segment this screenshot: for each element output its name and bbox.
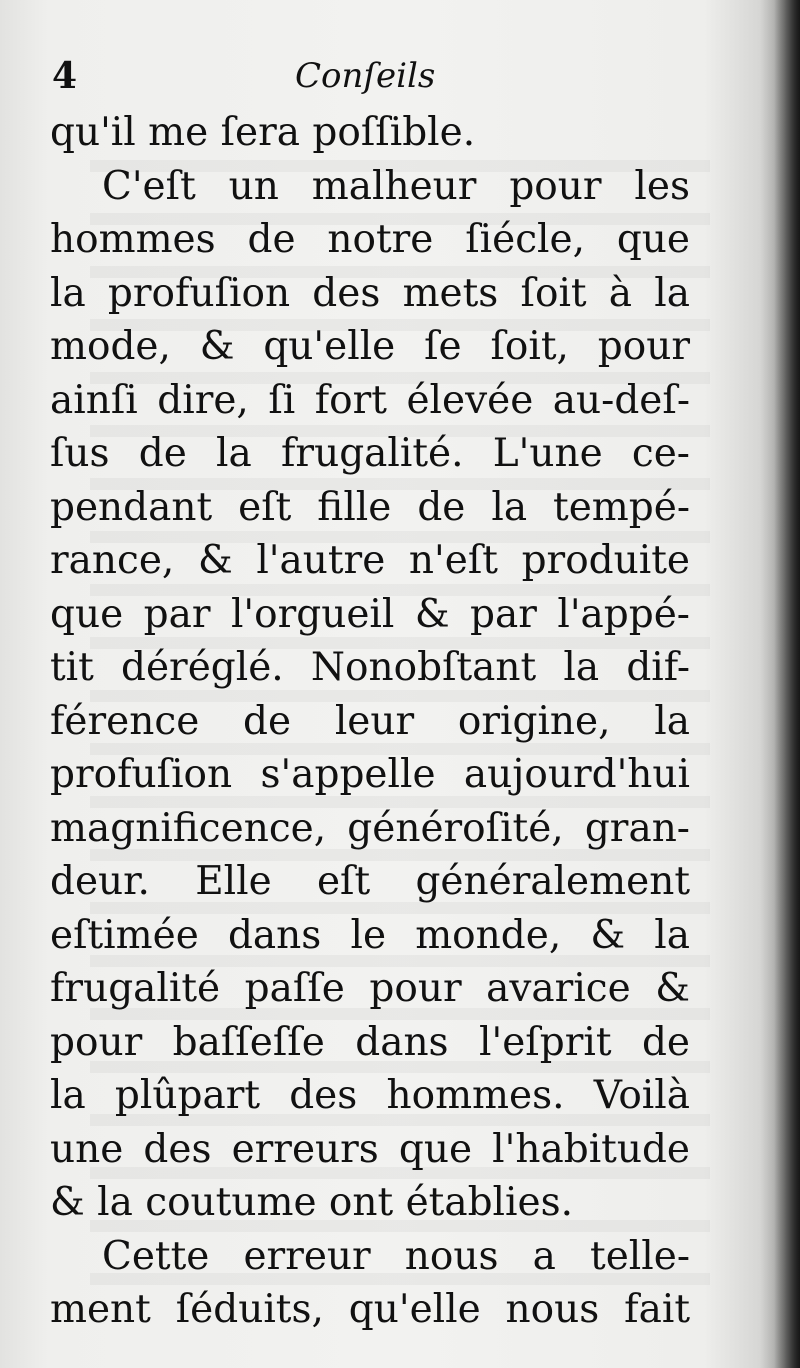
- text-line: frugalité paſſe pour avarice &: [50, 966, 690, 1011]
- text-line: hommes de notre ſiécle, que: [50, 217, 690, 262]
- text-line: pour baſſeſſe dans l'eſprit de: [50, 1019, 690, 1065]
- text-line: mode, & qu'elle ſe ſoit, pour: [50, 324, 690, 369]
- text-line: pendant eſt fille de la tempé-: [50, 484, 690, 530]
- text-line: tit déréglé. Nonobſtant la dif-: [50, 645, 690, 690]
- text-line: rance, & l'autre n'eſt produite: [50, 538, 690, 583]
- text-line: férence de leur origine, la: [50, 698, 690, 744]
- body-text: [50, 106, 690, 1337]
- text-line: ainſi dire, ſi fort élevée au-deſ-: [50, 377, 690, 423]
- text-line: la plûpart des hommes. Voilà: [50, 1073, 690, 1118]
- text-line: ment ſéduits, qu'elle nous fait: [50, 1287, 690, 1332]
- text-line: qu'il me ſera poſſible.: [50, 110, 476, 155]
- text-line: ſus de la frugalité. L'une ce-: [50, 431, 690, 476]
- text-line: profuſion s'appelle aujourd'hui: [50, 752, 690, 797]
- text-line: que par l'orgueil & par l'appé-: [50, 591, 690, 637]
- page-edge-shadow: [774, 0, 800, 1368]
- text-line: & la coutume ont établies.: [50, 1180, 573, 1225]
- text-line: C'eſt un malheur pour les: [102, 163, 690, 209]
- page-number: 4: [52, 55, 78, 97]
- text-line: deur. Elle eſt généralement: [50, 859, 690, 904]
- text-line: Cette erreur nous a telle-: [102, 1233, 690, 1279]
- text-line: eſtimée dans le monde, & la: [50, 912, 690, 958]
- text-line: la profuſion des mets ſoit à la: [50, 270, 690, 316]
- text-line: magnificence, généroſité, gran-: [50, 805, 690, 851]
- text-line: une des erreurs que l'habitude: [50, 1126, 690, 1172]
- page-header: [50, 48, 690, 108]
- running-title: Conſeils: [295, 56, 436, 96]
